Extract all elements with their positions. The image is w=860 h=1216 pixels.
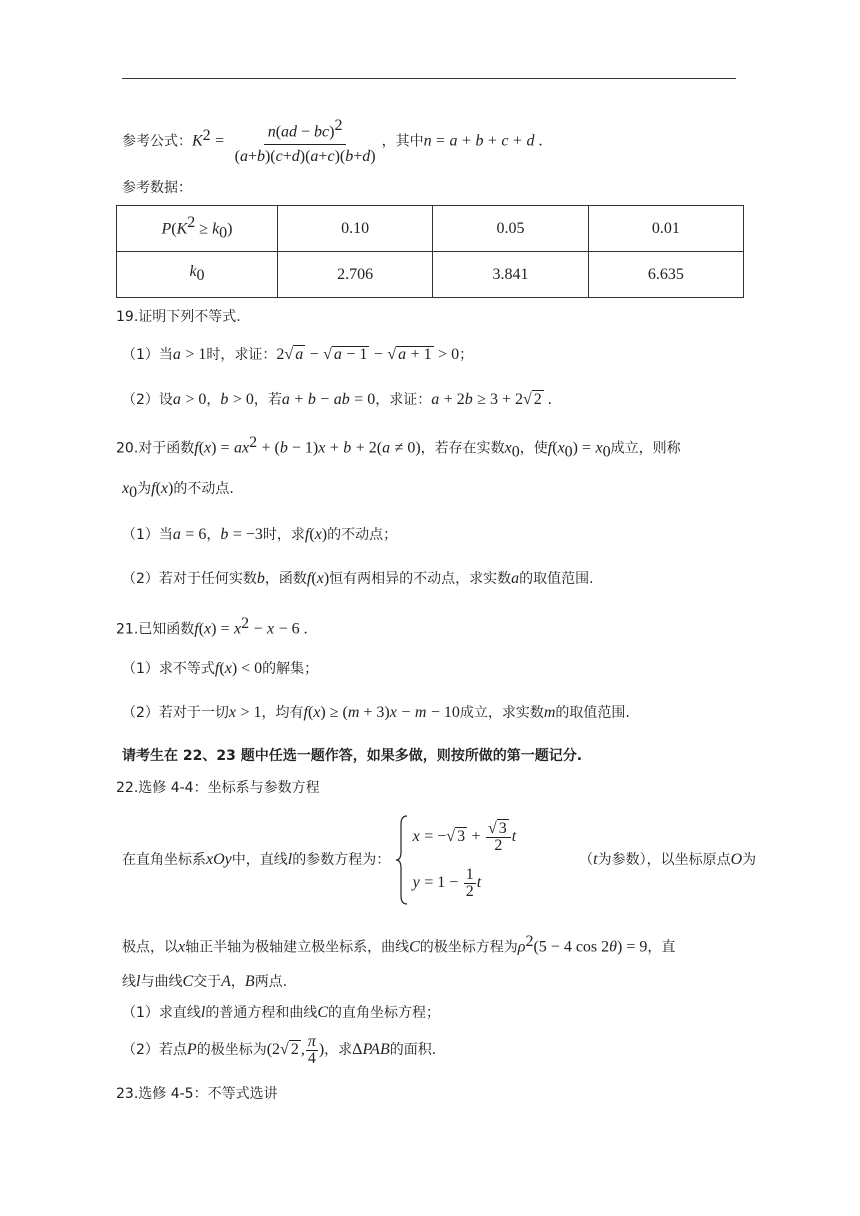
table-row — [117, 206, 744, 252]
q21-part2: （2）若对于一切x > 1，均有f(x) ≥ (m + 3)x − m − 10成立，求实数m的取值范围. — [122, 704, 630, 721]
table-cell: 2.706 — [278, 252, 433, 298]
left-brace-icon — [395, 814, 409, 906]
q22-title: 22.选修 4-4：坐标系与参数方程 — [116, 780, 320, 796]
q20-title: 20.对于函数$f(x) = ax^2 + (b - 1)x + b + 2(a \ne 0)$，若存在实数$x_0$，使$f(x_0) = x_0$成立，则称 — [116, 434, 681, 461]
selection-instruction: 请考生在 22、23 题中任选一题作答，如果多做，则按所做的第一题记分. — [122, 748, 583, 764]
table-cell: 0.05 — [433, 206, 588, 252]
table-row — [117, 252, 744, 298]
header-rule — [122, 78, 736, 79]
table-header-cell: $k_0$ — [117, 252, 278, 298]
q22-intro: 在直角坐标系xOy中，直线l的参数方程为： x = −√ 3 + $\frac{√ 3}{2}$ t y = 1 − $\frac{1}{2}$ t （t为参数），以坐标原点O为 — [122, 812, 756, 908]
table-cell: 6.635 — [588, 252, 743, 298]
q19-title: 19.证明下列不等式. — [116, 309, 241, 325]
reference-formula: 参考公式：$K^2$ = $\frac{n(ad - bc)^2}{(a+b)(c+d)(a+c)(b+d)}$ ，其中n = a + b + c + d . — [122, 117, 543, 166]
q19-part1: （1）当a > 1时，求证：2√ a − √ a − 1 − √ a + 1 > 0； — [122, 346, 474, 363]
q20-part1: （1）当a = 6，b = −3时，求f(x)的不动点； — [122, 526, 398, 543]
q22-intersection: 线l与曲线C交于A，B两点. — [122, 973, 288, 990]
q21-part1: （1）求不等式f(x) < 0的解集； — [122, 660, 319, 677]
q22-part1: （1）求直线l的普通方程和曲线C的直角坐标方程； — [122, 1004, 441, 1021]
chi-square-fraction: $\frac{n(ad - bc)^2}{(a+b)(c+d)(a+c)(b+d)}$ — [234, 117, 376, 166]
table-cell: 0.01 — [588, 206, 743, 252]
q21-title: 21.已知函数$f(x) = x^2 - x - 6$ . — [116, 615, 308, 638]
table-cell: 0.10 — [278, 206, 433, 252]
table-header-cell: $P(K^2 \ge k_0)$ — [117, 206, 278, 252]
q23-title: 23.选修 4-5：不等式选讲 — [116, 1086, 278, 1102]
q22-part2: （2）若点P的极坐标为(2√ 2 , $\frac{\pi}{4}$ )，求ΔPAB的面积. — [122, 1032, 437, 1067]
q20-part2: （2）若对于任何实数b，函数f(x)恒有两相异的不动点，求实数a的取值范围. — [122, 570, 594, 587]
parametric-system: x = −√ 3 + $\frac{√ 3}{2}$ t y = 1 − $\frac{1}{2}$ t — [395, 813, 575, 907]
q19-part2: （2）设a > 0，b > 0，若a + b − ab = 0，求证：a + 2b ≥ 3 + 2√ 2 . — [122, 391, 552, 408]
q20-title-continued: $x_0$为f(x)的不动点. — [122, 480, 234, 501]
table-cell: 3.841 — [433, 252, 588, 298]
critical-value-table — [116, 205, 744, 298]
q22-polar-setup: 极点，以x轴正半轴为极轴建立极坐标系，曲线C的极坐标方程为$\rho^2(5 - 4$ cos 2θ) = 9，直 — [122, 933, 676, 956]
reference-data-label: 参考数据： — [122, 180, 192, 196]
